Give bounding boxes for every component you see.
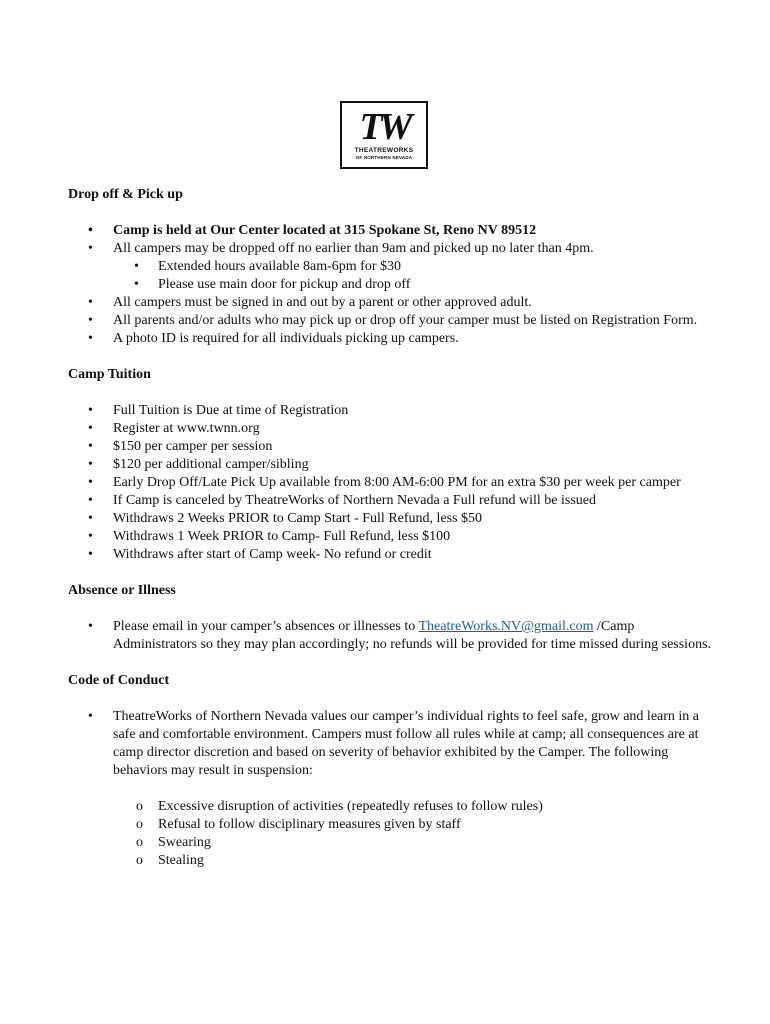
theatreworks-logo — [340, 101, 428, 169]
tuition-list — [68, 402, 718, 564]
list-item: • Withdraws after start of Camp week- No refund or credit — [68, 546, 718, 564]
absence-text-after: /Camp Administrators so they may plan accordingly; no refunds will be provided for time missed during sessions. — [113, 619, 712, 652]
list-item: • If Camp is canceled by TheatreWorks of Northern Nevada a Full refund will be issued — [68, 492, 718, 510]
tuition-heading: Camp Tuition — [68, 367, 151, 382]
document-body — [68, 186, 718, 888]
conduct-heading: Code of Conduct — [68, 673, 170, 688]
list-item: • All campers may be dropped off no earlier than 9am and picked up no later than 4pm. — [68, 240, 718, 258]
dropoff-list-2 — [68, 294, 718, 348]
list-item: • $150 per camper per session — [68, 438, 718, 456]
list-item: • Withdraws 1 Week PRIOR to Camp- Full Refund, less $100 — [68, 528, 718, 546]
section-dropoff — [68, 186, 718, 348]
dropoff-heading: Drop off & Pick up — [68, 187, 183, 202]
list-item: • All campers must be signed in and out by a parent or other approved adult. — [68, 294, 718, 312]
absence-heading: Absence or Illness — [68, 583, 176, 598]
list-item: • Camp is held at Our Center located at 315 Spokane St, Reno NV 89512 — [68, 222, 718, 240]
list-item: • Withdraws 2 Weeks PRIOR to Camp Start - Full Refund, less $50 — [68, 510, 718, 528]
behavior-list — [68, 798, 718, 870]
list-item: • Full Tuition is Due at time of Registration — [68, 402, 718, 420]
list-item: • A photo ID is required for all individuals picking up campers. — [68, 330, 718, 348]
list-item: o Stealing — [68, 852, 718, 870]
list-item — [68, 618, 718, 654]
absence-list — [68, 618, 718, 654]
section-absence — [68, 582, 718, 654]
list-item: • $120 per additional camper/sibling — [68, 456, 718, 474]
list-item: o Refusal to follow disciplinary measures given by staff — [68, 816, 718, 834]
logo-name: THEATREWORKS — [354, 147, 414, 154]
logo-mark: TW — [359, 106, 409, 148]
list-item: • TheatreWorks of Northern Nevada values our camper’s individual rights to feel safe, grow and learn in a safe and comfortable environment. Campers must follow all rules while at camp; all consequences are at camp director discretion and based on severity of behavior exhibited by the Camper. The following behaviors may result in suspension: — [68, 708, 718, 780]
logo-subtitle: OF NORTHERN NEVADA — [355, 155, 413, 160]
list-item: o Swearing — [68, 834, 718, 852]
section-conduct — [68, 672, 718, 870]
conduct-list — [68, 708, 718, 780]
list-item: • Extended hours available 8am-6pm for $30 — [68, 258, 718, 276]
section-tuition — [68, 366, 718, 564]
list-item: • Please use main door for pickup and drop off — [68, 276, 718, 294]
list-item: • Register at www.twnn.org — [68, 420, 718, 438]
dropoff-list — [68, 222, 718, 258]
list-item: • All parents and/or adults who may pick up or drop off your camper must be listed on Registration Form. — [68, 312, 718, 330]
absence-text-before: Please email in your camper’s absences or illnesses to — [113, 619, 419, 634]
email-link[interactable]: TheatreWorks.NV@gmail.com — [418, 619, 594, 634]
list-item: o Excessive disruption of activities (repeatedly refuses to follow rules) — [68, 798, 718, 816]
dropoff-sublist — [68, 258, 718, 294]
list-item: • Early Drop Off/Late Pick Up available from 8:00 AM-6:00 PM for an extra $30 per week per camper — [68, 474, 718, 492]
